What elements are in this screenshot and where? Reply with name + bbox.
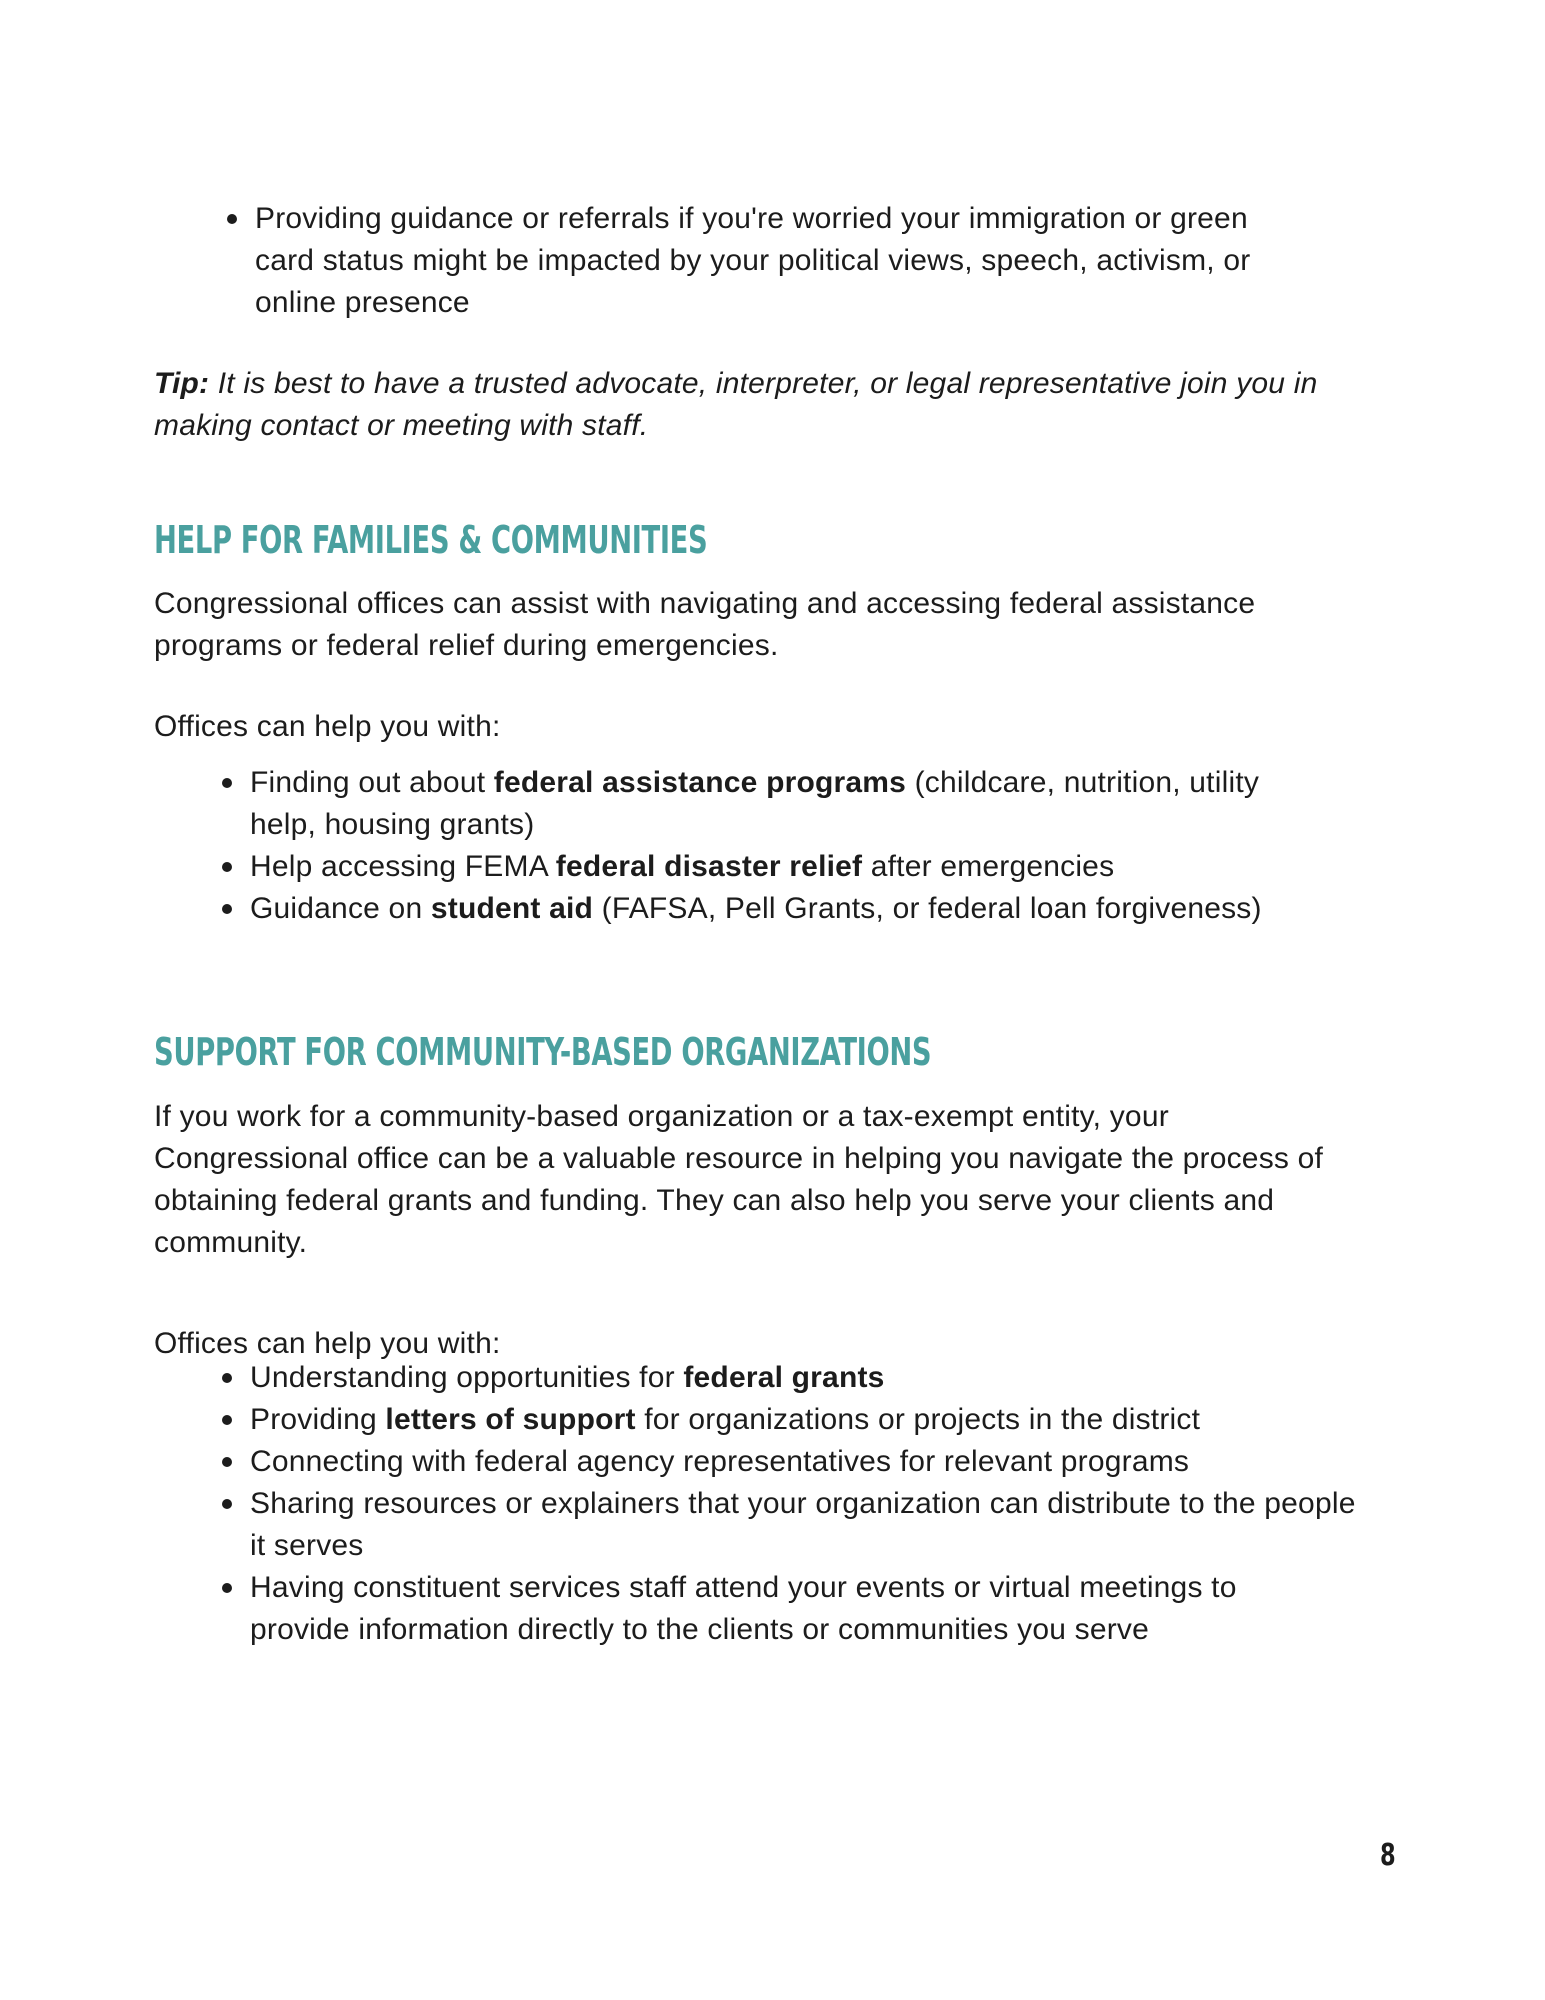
list-item: [154, 888, 1374, 930]
list-item-bold-text: federal assistance programs: [493, 766, 907, 799]
list-item-text: Sharing resources or explainers that your organization can distribute to the people it serves: [250, 1487, 1356, 1562]
bullet-dot-icon: [222, 1457, 232, 1467]
tip-text: It is best to have a trusted advocate, interpreter, or legal representative join you in making contact or meeting with staff.: [154, 367, 1318, 442]
list-item: [154, 1441, 1250, 1483]
cbo-bullet-list: [154, 1357, 1356, 1651]
families-intro-block: [154, 583, 1304, 667]
list-item: [154, 1399, 1270, 1441]
list-item-text: Guidance on: [250, 892, 431, 925]
families-lead-text: Offices can help you with:: [154, 710, 501, 743]
list-item-text: Providing: [250, 1403, 386, 1436]
list-item-text: Providing guidance or referrals if you're worried your immigration or green card status might be impacted by your political views, speech, activism, or online presence: [255, 202, 1251, 319]
cbo-section-heading-block: [154, 1030, 1384, 1074]
list-item-text: for organizations or projects in the district: [635, 1403, 1201, 1436]
list-item-bold-text: federal disaster relief: [555, 850, 863, 883]
page-number: 8: [1380, 1838, 1396, 1873]
families-bullet-list: [154, 762, 1374, 930]
bullet-dot-icon: [222, 1583, 232, 1593]
list-item-text: Understanding opportunities for: [250, 1361, 684, 1394]
list-item: [154, 198, 1304, 324]
list-item-bold-text: student aid: [430, 892, 594, 925]
section-heading-families: HELP FOR FAMILIES & COMMUNITIES: [154, 518, 708, 562]
cbo-lead-text: Offices can help you with:: [154, 1327, 501, 1360]
list-item: [154, 1357, 1314, 1399]
cbo-intro-block: [154, 1096, 1334, 1264]
list-item-text: Connecting with federal agency representatives for relevant programs: [250, 1445, 1190, 1478]
tip-paragraph: [154, 363, 1334, 447]
section-heading-cbo: SUPPORT FOR COMMUNITY-BASED ORGANIZATIONS: [154, 1030, 932, 1074]
bullet-dot-icon: [222, 862, 232, 872]
families-lead-block: [154, 706, 1384, 748]
bullet-dot-icon: [222, 1499, 232, 1509]
intro-bullet-block: [154, 198, 1304, 324]
list-item-text: Finding out about: [250, 766, 494, 799]
list-item: [154, 846, 1374, 888]
tip-label: Tip:: [154, 367, 210, 400]
families-intro-paragraph: Congressional offices can assist with navigating and accessing federal assistance programs or federal relief during emergencies.: [154, 587, 1256, 662]
cbo-intro-paragraph: If you work for a community-based organization or a tax-exempt entity, your Congressional office can be a valuable resource in helping you navigate the process of obtaining federal grants and funding. They can also help you serve your clients and community.: [154, 1100, 1324, 1259]
families-section-heading-block: [154, 518, 1384, 562]
bullet-dot-icon: [222, 1415, 232, 1425]
list-item: [154, 1567, 1260, 1651]
bullet-dot-icon: [222, 778, 232, 788]
list-item-text: Having constituent services staff attend your events or virtual meetings to provide information directly to the clients or communities you serve: [250, 1571, 1237, 1646]
list-item-bold-text: letters of support: [385, 1403, 636, 1436]
cbo-bullets-block: [154, 1357, 1356, 1651]
list-item: [154, 1483, 1360, 1567]
intro-bullet-list: [154, 198, 1304, 324]
list-item-text: Help accessing FEMA: [250, 850, 556, 883]
list-item-text: (FAFSA, Pell Grants, or federal loan forgiveness): [593, 892, 1262, 925]
tip-block: [154, 363, 1334, 447]
list-item-text: (childcare, nutrition, utility help, housing grants): [250, 766, 1260, 841]
families-bullets-block: [154, 762, 1374, 930]
list-item-text: after emergencies: [862, 850, 1115, 883]
list-item: [154, 762, 1300, 846]
bullet-dot-icon: [222, 904, 232, 914]
bullet-dot-icon: [222, 1373, 232, 1383]
bullet-dot-icon: [227, 214, 237, 224]
list-item-bold-text: federal grants: [683, 1361, 885, 1394]
